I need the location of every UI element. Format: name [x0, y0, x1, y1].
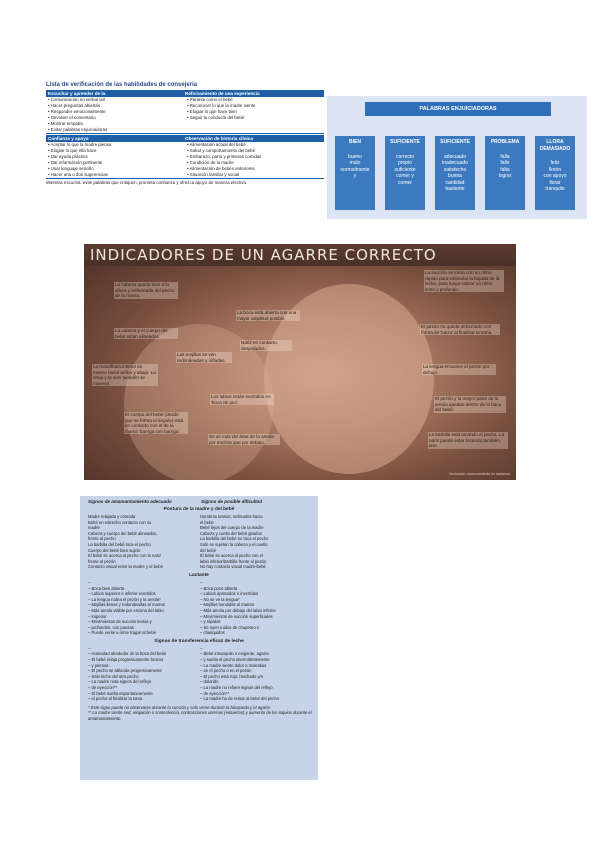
signs-note: ** La madre siente sed, relajación o somnolencia, contracciones uterinas (entuertos) y aumento de los loquios durante el amamantamiento. [88, 710, 312, 721]
checklist-item: • Embarazo, parto y primeras comidas [187, 154, 324, 160]
judging-words-diagram [327, 96, 587, 219]
checklist-item: • Elogiar lo que hace bien [187, 109, 324, 115]
breastfeeding-signs-table [80, 496, 318, 780]
signs-good-item: – Labios superior e inferior evertidos [88, 591, 200, 597]
latch-label: El pezón y la mayor parte de la areola quedan dentro de la boca del bebé. [434, 396, 506, 413]
judging-word: correcto [395, 153, 415, 160]
checklist-item: • Condición de la madre [187, 160, 324, 166]
signs-good-item: Madre relajada y cómoda [88, 514, 136, 519]
signs-section-title: Postura de la madre y del bebé [163, 507, 235, 512]
checklist-block-1 [46, 97, 324, 134]
signs-good-item: – La lengua rodea el pezón y la areola* [88, 597, 200, 603]
judging-word-column [535, 136, 575, 210]
latch-title: INDICADORES DE UN AGARRE CORRECTO [84, 244, 516, 266]
latch-label: La cabeza queda bien a la altura y enfrentada del pecho de la mamá. [114, 282, 178, 299]
judging-word: falle [500, 160, 510, 166]
judging-word: bueno [348, 153, 362, 160]
photo-credit: Ilustración: asesoramiento en lactancia [449, 472, 510, 476]
judging-word: llorar [549, 179, 561, 186]
latch-label: Las mejillas se ven redondeadas y infladas. [176, 352, 232, 363]
judging-word: tranquilo [545, 186, 565, 192]
judging-word-column [335, 136, 375, 210]
signs-good-item: Bebé en estrecho contacto con su [88, 519, 152, 525]
judging-word: suficiente [394, 166, 416, 173]
signs-good-item: – – Humedad alrededor de la boca del bebé [88, 651, 200, 657]
checklist-item: • Evitar palabras enjuiciadoras [48, 127, 185, 133]
signs-difficulty-item: – Mejillas hundidas al mamar [200, 602, 312, 608]
checklist-header2-left: Confianza y apoyo [48, 136, 89, 141]
checklist-item: • Alimentación actual del bebé [187, 142, 324, 148]
signs-difficulty-item: – Más areola por debajo del labio inferior [200, 608, 312, 614]
checklist-item: • Seguir la conducta del bebé [187, 115, 324, 121]
signs-difficulty-item: – y suelta el pecho intermitentemente [200, 657, 312, 663]
signs-difficulty-item: La barbilla del bebé no toca el pecho [200, 536, 269, 542]
latch-label: La cabeza y el cuerpo del bebé están alineados. [114, 328, 178, 339]
judging-word: satisfecho [443, 166, 467, 173]
signs-good-column [88, 514, 200, 570]
checklist-col-left [46, 97, 185, 133]
signs-difficulty-item: – La madre no refiere signos del reflejo [200, 685, 312, 691]
signs-good-item: frente al pecho [88, 536, 116, 542]
judging-word-heading: SUFICIENTE [440, 139, 470, 145]
signs-difficulty-item: – La madre ha de retirar al bebé del pecho [200, 696, 312, 702]
latch-label: La boca está abierta con una mayor amplitud posible. [236, 310, 300, 321]
judging-word: falla [500, 153, 510, 160]
judging-word: bastante [445, 186, 465, 192]
signs-good-item: – El bebé suelta espontáneamente [88, 691, 200, 697]
judging-word-column [485, 136, 525, 210]
signs-difficulty-item: – en el pecho o en el pezón [200, 668, 312, 674]
signs-good-item: – Sale leche del otro pecho [88, 674, 200, 680]
signs-difficulty-item: – Labios apretados o invertidos [200, 591, 312, 597]
signs-difficulty-item: No hay contacto visual madre-bebé [200, 564, 266, 570]
signs-difficulty-column [200, 646, 312, 702]
signs-difficulty-item: del bebé [200, 547, 217, 553]
signs-difficulty-item: – y rápidos [200, 619, 312, 625]
checklist-item: • Elogiar lo que ella hace [48, 148, 185, 154]
signs-difficulty-item: – – Boca poco abierta [200, 586, 312, 592]
signs-header-good: Signos de amamantamiento adecuado [88, 499, 172, 504]
checklist-col-right [185, 97, 324, 133]
signs-difficulty-column [200, 580, 312, 636]
judging-word: lograr [498, 173, 512, 179]
judging-word: propio [398, 160, 412, 166]
judging-word: comer y [396, 173, 414, 179]
judging-words-title: PALABRAS ENJUICIADORAS [365, 102, 551, 116]
signs-difficulty-item: el bebé [200, 519, 214, 525]
checklist-block-2 [46, 142, 324, 179]
signs-good-item: El bebé se acerca al pecho con la nariz [88, 553, 162, 559]
checklist-item: • Devolver el comentario [48, 115, 185, 121]
signs-good-item: La barbilla del bebé toca el pecho [88, 541, 151, 547]
signs-good-item: – Movimientos de succión lentos y [88, 619, 200, 625]
latch-label: La barbilla está tocando el pecho. La nariz puede estar tocando también, aire. [428, 432, 508, 449]
signs-good-item: Cuerpo del bebé bien sujeto [88, 547, 141, 553]
signs-good-item: – de eyección** [88, 685, 200, 691]
checklist-item: • Mostrar empatía [48, 121, 185, 127]
checklist-item: • Situación familiar y social [187, 172, 324, 178]
signs-difficulty-item: – de eyección** [200, 691, 312, 697]
signs-good-item: – – Boca bien abierta [88, 586, 200, 592]
signs-good-item: Contacto visual entre la madre y el bebé [88, 564, 163, 570]
checklist-item: • Alimentación de bebés anteriores [187, 166, 324, 172]
latch-label: El pezón no queda deformado con forma de 'barra' al finalizar la toma. [420, 324, 500, 335]
checklist-col-right [185, 142, 324, 178]
judging-word: feliz [550, 160, 560, 166]
checklist-header-left: Escuchar y aprender de la [48, 91, 106, 96]
signs-difficulty-item: El bebé se acerca al pecho con el [200, 553, 263, 559]
judging-word-heading: BIEN [349, 139, 361, 145]
signs-difficulty-item: – dolorido [200, 679, 312, 685]
signs-good-item: – Mejillas llenas y redondeadas al mamar [88, 602, 200, 608]
checklist-item: • Responder emocionalmente [48, 109, 185, 115]
checklist-item: • Aceptar lo que la madre piensa [48, 142, 185, 148]
judging-word: inadecuado [442, 160, 468, 166]
judging-word-heading: LLORA DEMASIADO [539, 139, 571, 152]
checklist-item: • Pararse como el bebé [187, 97, 324, 103]
judging-word: buena [448, 173, 462, 179]
signs-section-grid [80, 580, 318, 636]
checklist-col-left [46, 142, 185, 178]
judging-word-heading: SUFICIENTE [390, 139, 420, 145]
signs-header-difficulty: Signos de posible dificultad [201, 499, 262, 504]
signs-difficulty-item: Bebé lejos del cuerpo de la madre [200, 525, 264, 531]
signs-good-item: – La madre nota signos del reflejo [88, 679, 200, 685]
judging-word: comer [398, 179, 412, 186]
signs-good-item: – Más areola visible por encima del labio [88, 608, 200, 614]
signs-good-item: – profundos, con pausas [88, 625, 200, 631]
checklist-item: • Dar ayuda práctica [48, 154, 185, 160]
checklist-item: • Hacer una o dos sugerencias [48, 172, 185, 178]
signs-difficulty-item: Cabeza y cuello del bebé girados [200, 530, 262, 536]
signs-section-grid [80, 514, 318, 570]
signs-good-item: – El bebé relaja progresivamente brazos [88, 657, 200, 663]
judging-word: normalmente [340, 166, 370, 173]
checklist-footer: Mientras escucha: evite palabras que critiquen, prometa confianza y ofrezca apoyo de manera efectiva. [46, 180, 248, 185]
signs-good-item: – y piernas [88, 663, 200, 669]
checklist-header-right: Reforzamiento de una experiencia [185, 91, 260, 96]
signs-note: * Este signo puede no observarse durante la succión y solo verse durante la búsqueda y el agarre. [88, 704, 271, 710]
checklist-header-2 [46, 135, 324, 142]
checklist-item: • Usar lenguaje sencillo [48, 166, 185, 172]
signs-good-item: – Puede verse u oírse tragar al bebé [88, 630, 200, 636]
signs-difficulty-item: – chasquidos [200, 630, 312, 636]
judging-word: malo [349, 160, 361, 166]
judging-word-column [385, 136, 425, 210]
signs-good-item: madre [88, 525, 100, 531]
signs-section-grid [80, 646, 318, 702]
judging-word: llorón [548, 166, 562, 173]
latch-label: Los labios están evertidos en 'boca de pez'. [210, 394, 274, 405]
latch-label: La succión se inicia con un ritmo rápido para estimular la bajada de la leche, para luego cobrar un ritmo lento y profundo. [424, 270, 504, 292]
signs-difficulty-item: – Movimientos de succión superficiales [200, 614, 312, 620]
judging-word: adecuado [444, 153, 466, 160]
signs-good-column [88, 646, 200, 702]
signs-good-item: – El pecho se ablanda progresivamente [88, 668, 200, 674]
judging-word: cantidad [445, 179, 465, 186]
latch-indicators-figure [84, 244, 516, 480]
latch-label: Se ve más del área de la areola por encima que por debajo. [208, 434, 280, 445]
judging-word-column [435, 136, 475, 210]
checklist-item: • Salud y comportamiento del bebé [187, 148, 324, 154]
latch-label: La mandíbula inferior se mueve hacia arriba y abajo. La oreja y la sien también se mueven. [92, 364, 158, 386]
checklist-item: • Hacer preguntas abiertas [48, 103, 185, 109]
signs-difficulty-item: labio inferior/barbilla frente al pezón [200, 558, 267, 564]
judging-word: con apoyo [543, 173, 567, 179]
signs-difficulty-item: – – Bebé intranquilo o exigente, agarra [200, 651, 312, 657]
signs-difficulty-column [200, 514, 312, 570]
checklist-header-1 [46, 90, 324, 97]
latch-label: El cuerpo del bebé (desde que se forma el ángulo) está en contacto con el de la mamá 'barriga con barriga'. [124, 412, 188, 434]
checklist-item: • Comunicación no verbal útil [48, 97, 185, 103]
checklist-title: Lista de verificación de las habilidades de consejería [46, 82, 198, 88]
signs-header [80, 496, 318, 504]
signs-good-item: – superior [88, 614, 200, 620]
judging-word: falta [500, 166, 510, 173]
signs-notes [80, 702, 318, 722]
signs-difficulty-item: – Se oyen ruidos de chupeteo o [200, 625, 312, 631]
signs-difficulty-item: – El pecho está rojo, hinchado y/o [200, 674, 312, 680]
latch-label: La lengua envuelve el pezón por debajo. [422, 364, 496, 375]
signs-difficulty-item: – No se ve la lengua* [200, 597, 312, 603]
judging-word: y [353, 173, 357, 179]
signs-section-title: Signos de transferencia eficaz de leche [154, 638, 244, 644]
signs-good-item: frente al pezón [88, 558, 116, 564]
latch-label: Nariz en contacto, despejados. [240, 340, 292, 351]
checklist-header2-right: Observación de historia clínica [185, 136, 253, 141]
checklist-item: • Dar información pertinente [48, 160, 185, 166]
signs-section-title: Lactante [189, 572, 209, 578]
counseling-checklist [46, 82, 324, 242]
signs-difficulty-item: Solo se sujetan la cabeza y el cuello [200, 541, 268, 547]
signs-good-column [88, 580, 200, 636]
signs-difficulty-item: Hombros tensos, inclinados hacia [200, 514, 263, 519]
signs-good-item: – el pecho al finalizar la toma [88, 696, 200, 702]
judging-word-heading: PROBLEMA [490, 139, 520, 145]
signs-difficulty-item: – La madre siente dolor o molestias [200, 663, 312, 669]
signs-good-item: Cabeza y cuerpo del bebé alineados, [88, 530, 158, 536]
checklist-item: • Reconocer lo que la madre siente [187, 103, 324, 109]
